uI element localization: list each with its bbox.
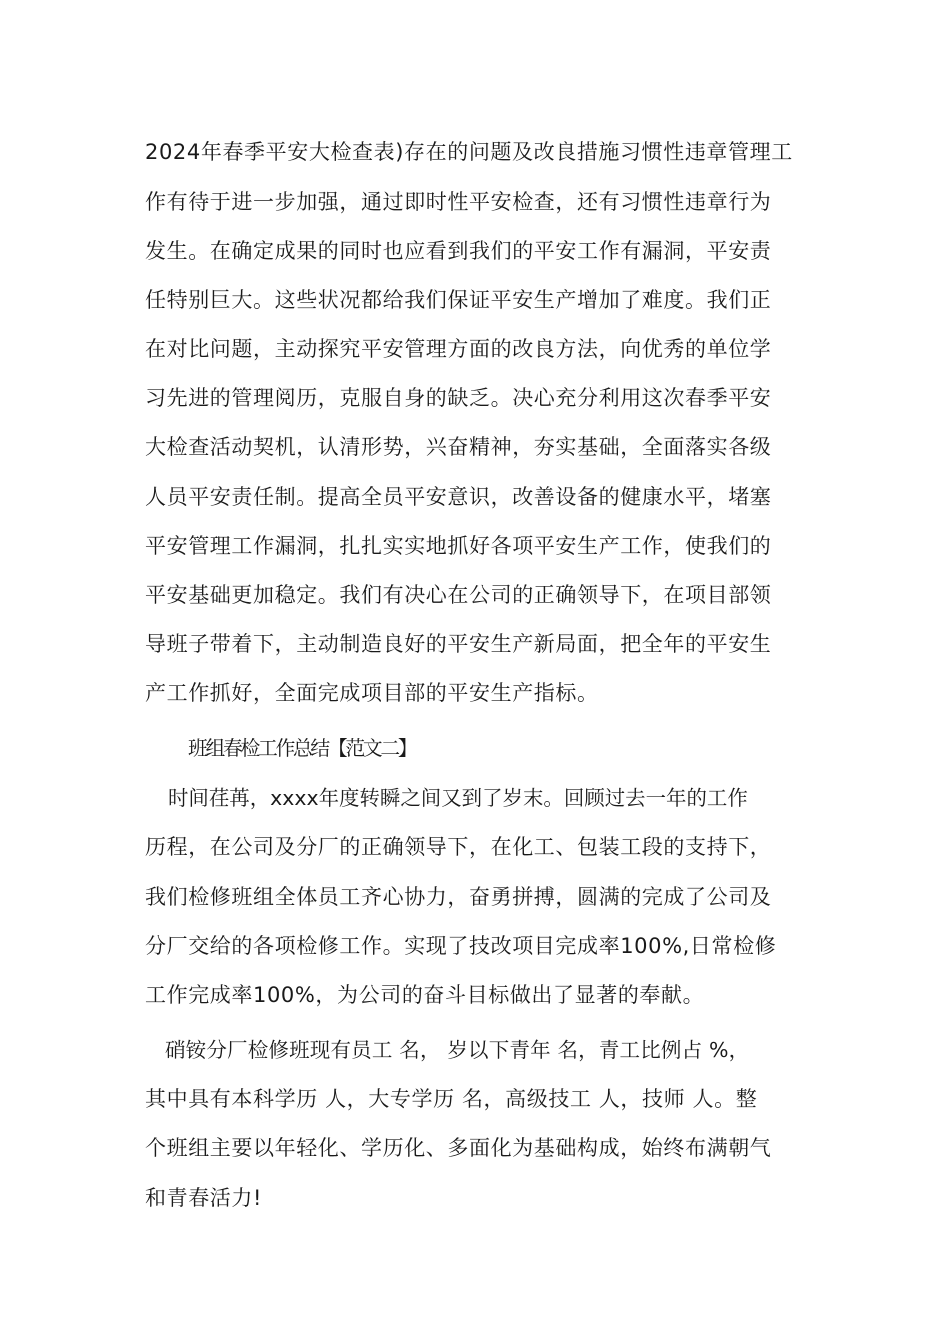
paragraph-line: 发生。在确定成果的同时也应看到我们的平安工作有漏洞，平安责 — [145, 239, 772, 263]
paragraph-line: 平安管理工作漏洞，扎扎实实地抓好各项平安生产工作，使我们的 — [145, 534, 772, 558]
paragraph-line: 和青春活力! — [145, 1186, 263, 1210]
paragraph-line: 在对比问题，主动探究平安管理方面的改良方法，向优秀的单位学 — [145, 337, 772, 361]
paragraph-line: 作有待于进一步加强，通过即时性平安检查，还有习惯性违章行为 — [145, 190, 772, 214]
paragraph-line: 2024年春季平安大检查表)存在的问题及改良措施习惯性违章管理工 — [145, 140, 793, 164]
paragraph-line: 时间荏苒，xxxx年度转瞬之间又到了岁末。回顾过去一年的工作 — [168, 786, 748, 810]
paragraph-line: 产工作抓好，全面完成项目部的平安生产指标。 — [145, 681, 599, 705]
paragraph-line: 其中具有本科学历 人，大专学历 名，高级技工 人，技师 人。整 — [145, 1087, 758, 1111]
section-heading: 班组春检工作总结【范文二】 — [188, 737, 416, 760]
paragraph-line: 历程，在公司及分厂的正确领导下，在化工、包装工段的支持下， — [145, 835, 772, 859]
paragraph-line: 任特别巨大。这些状况都给我们保证平安生产增加了难度。我们正 — [145, 288, 772, 312]
paragraph-line: 分厂交给的各项检修工作。实现了技改项目完成率100%,日常检修 — [145, 934, 777, 958]
paragraph-line: 平安基础更加稳定。我们有决心在公司的正确领导下，在项目部领 — [145, 583, 772, 607]
paragraph-line: 习先进的管理阅历，克服自身的缺乏。决心充分利用这次春季平安 — [145, 386, 772, 410]
paragraph-line: 硝铵分厂检修班现有员工 名， 岁以下青年 名，青工比例占 %， — [165, 1038, 750, 1062]
paragraph-line: 导班子带着下，主动制造良好的平安生产新局面，把全年的平安生 — [145, 632, 772, 656]
paragraph-line: 个班组主要以年轻化、学历化、多面化为基础构成，始终布满朝气 — [145, 1136, 772, 1160]
paragraph-line: 我们检修班组全体员工齐心协力，奋勇拼搏，圆满的完成了公司及 — [145, 885, 772, 909]
paragraph-line: 工作完成率100%，为公司的奋斗目标做出了显著的奉献。 — [145, 983, 705, 1007]
paragraph-line: 人员平安责任制。提高全员平安意识，改善设备的健康水平，堵塞 — [145, 485, 772, 509]
paragraph-line: 大检查活动契机，认清形势，兴奋精神，夯实基础，全面落实各级 — [145, 435, 772, 459]
